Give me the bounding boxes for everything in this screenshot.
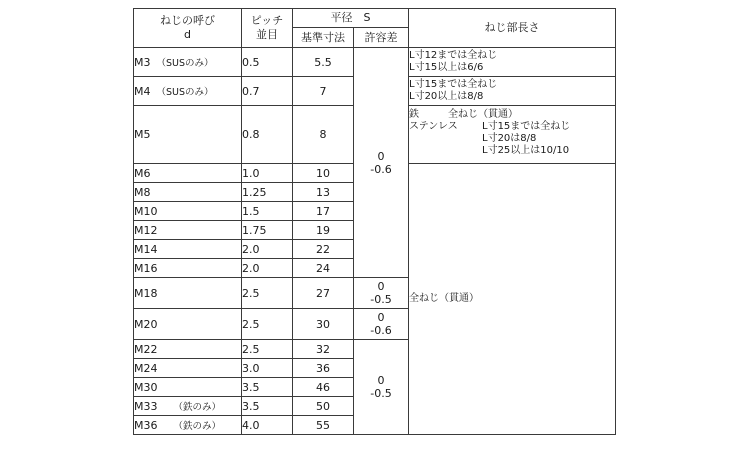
size-cell: M6: [134, 164, 242, 183]
header-width-tol: 許容差: [354, 28, 409, 48]
size-cell: M36 （鉄のみ）: [134, 416, 242, 435]
size-cell: M20: [134, 309, 242, 340]
pitch-cell: 0.8: [242, 106, 293, 164]
size-cell: M18: [134, 278, 242, 309]
s-cell: 50: [293, 397, 354, 416]
pitch-cell: 2.0: [242, 240, 293, 259]
size-cell: M10: [134, 202, 242, 221]
length-cell-full-thread: 全ねじ（貫通）: [409, 164, 616, 435]
pitch-cell: 4.0: [242, 416, 293, 435]
size-cell: M33 （鉄のみ）: [134, 397, 242, 416]
size-cell: M24: [134, 359, 242, 378]
spec-table: [133, 8, 616, 435]
s-cell: 55: [293, 416, 354, 435]
header-size: ねじの呼び d: [134, 9, 242, 48]
pitch-cell: 1.75: [242, 221, 293, 240]
size-cell: M8: [134, 183, 242, 202]
size-cell: M22: [134, 340, 242, 359]
pitch-cell: 3.5: [242, 397, 293, 416]
s-cell: 30: [293, 309, 354, 340]
s-cell: 10: [293, 164, 354, 183]
header-pitch: ピッチ 並目: [242, 9, 293, 48]
length-cell: L寸12までは全ねじ L寸15以上は6/6: [409, 48, 616, 77]
length-cell: 鉄 全ねじ（貫通） ステンレス L寸15までは全ねじ L寸20は8/8 L寸25以上は10/10: [409, 106, 616, 164]
tolerance-cell: 0 -0.6: [354, 309, 409, 340]
s-cell: 22: [293, 240, 354, 259]
header-width-basic: 基準寸法: [293, 28, 354, 48]
size-cell: M12: [134, 221, 242, 240]
s-cell: 19: [293, 221, 354, 240]
pitch-cell: 1.25: [242, 183, 293, 202]
pitch-cell: 3.5: [242, 378, 293, 397]
size-cell: M16: [134, 259, 242, 278]
size-cell: M30: [134, 378, 242, 397]
pitch-cell: 2.5: [242, 278, 293, 309]
s-cell: 17: [293, 202, 354, 221]
tolerance-cell: 0 -0.6: [354, 48, 409, 278]
s-cell: 27: [293, 278, 354, 309]
pitch-cell: 2.0: [242, 259, 293, 278]
header-length: ねじ部長さ: [409, 9, 616, 48]
pitch-cell: 1.0: [242, 164, 293, 183]
size-cell: M3 （SUSのみ）: [134, 48, 242, 77]
pitch-cell: 0.7: [242, 77, 293, 106]
s-cell: 24: [293, 259, 354, 278]
s-cell: 32: [293, 340, 354, 359]
table-row: [134, 48, 616, 77]
pitch-cell: 1.5: [242, 202, 293, 221]
pitch-cell: 2.5: [242, 340, 293, 359]
pitch-cell: 2.5: [242, 309, 293, 340]
s-cell: 8: [293, 106, 354, 164]
s-cell: 36: [293, 359, 354, 378]
tolerance-cell: 0 -0.5: [354, 278, 409, 309]
pitch-cell: 0.5: [242, 48, 293, 77]
s-cell: 5.5: [293, 48, 354, 77]
s-cell: 46: [293, 378, 354, 397]
pitch-cell: 3.0: [242, 359, 293, 378]
header-width: 平径 S: [293, 9, 409, 28]
size-cell: M4 （SUSのみ）: [134, 77, 242, 106]
s-cell: 7: [293, 77, 354, 106]
length-cell: L寸15までは全ねじ L寸20以上は8/8: [409, 77, 616, 106]
size-cell: M14: [134, 240, 242, 259]
tolerance-cell: 0 -0.5: [354, 340, 409, 435]
size-cell: M5: [134, 106, 242, 164]
s-cell: 13: [293, 183, 354, 202]
